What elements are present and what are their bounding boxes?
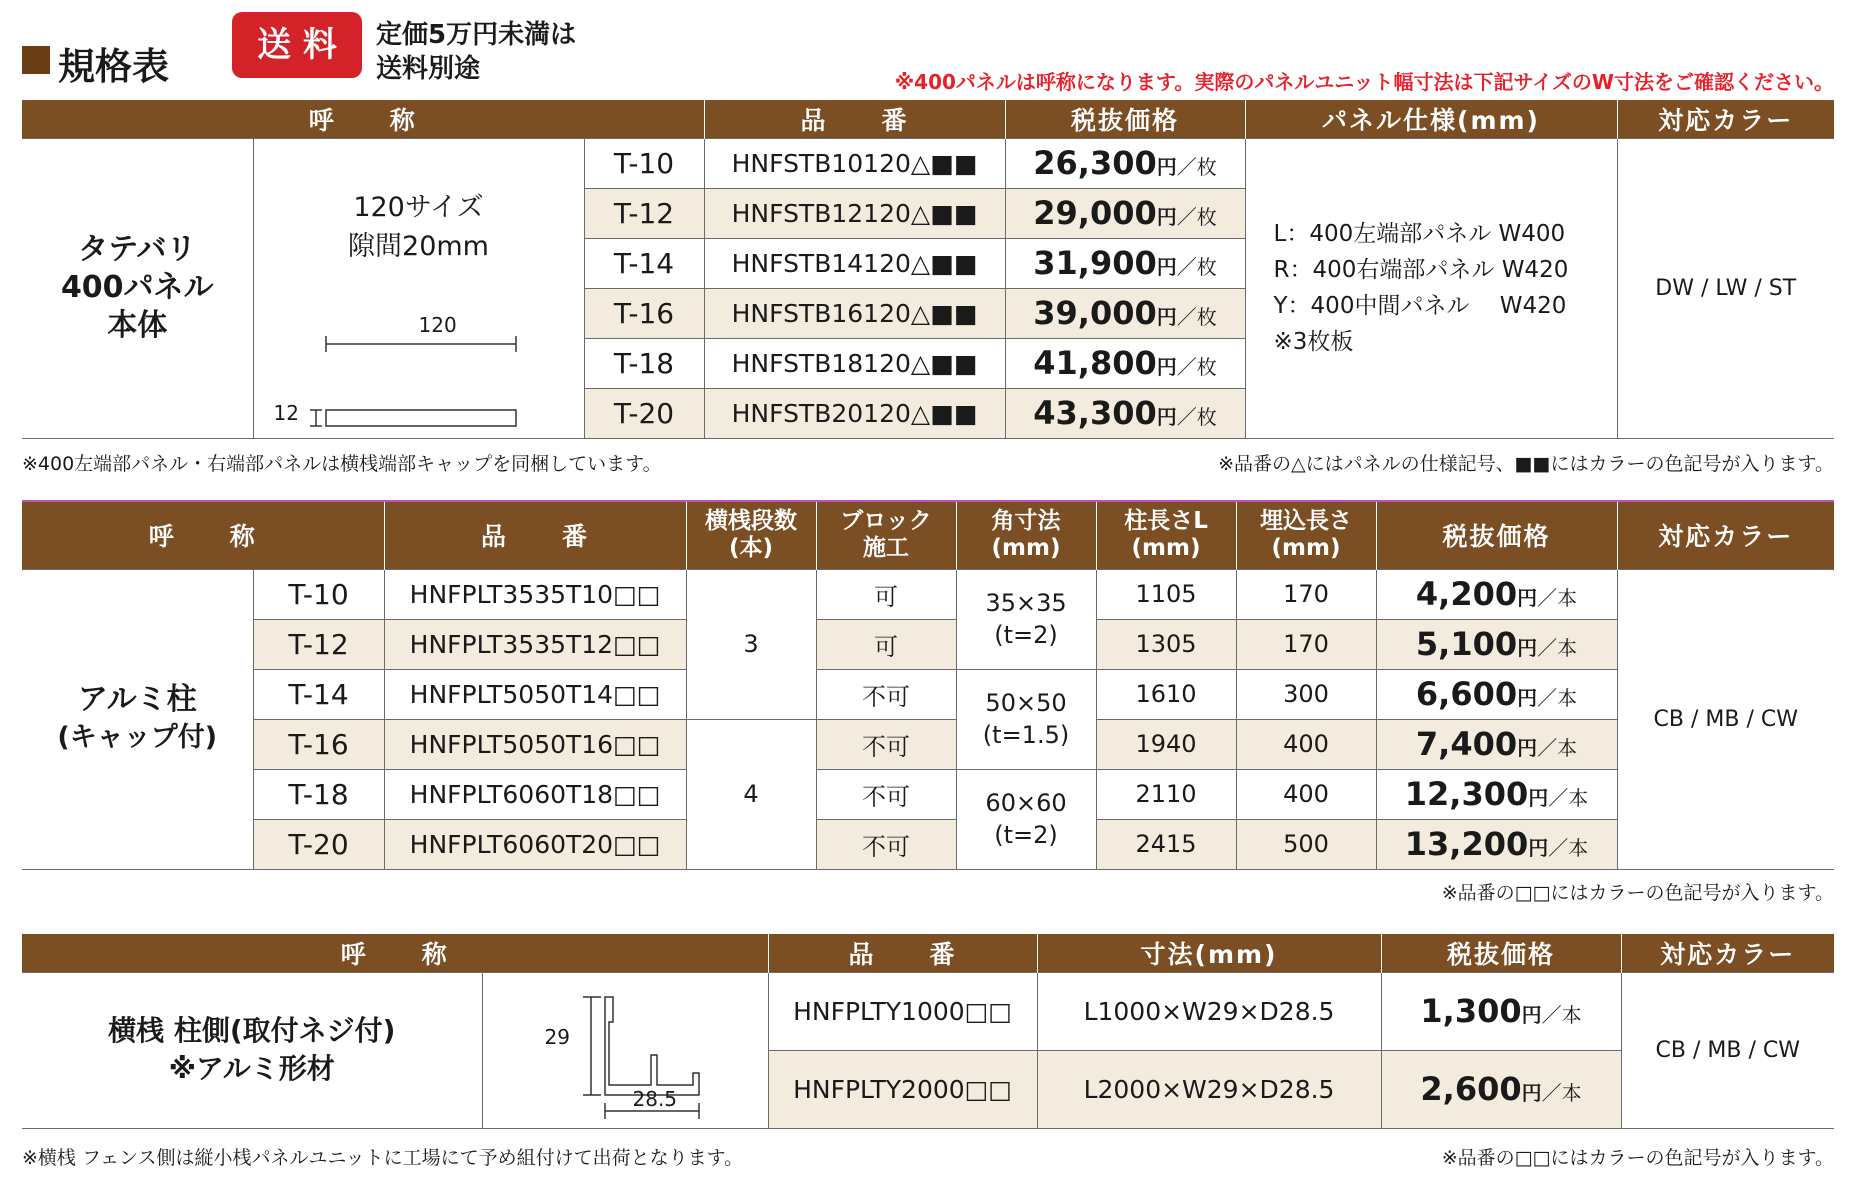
code-t16: HNFPLT5050T16□□ (384, 719, 686, 769)
dim-width-label: 28.5 (632, 1086, 678, 1111)
length-t10: 1105 (1096, 569, 1236, 619)
header-name: 呼 称 (22, 100, 704, 138)
header-color: 対応カラー (1617, 501, 1834, 569)
table3-note-right: ※品番の□□にはカラーの色記号が入ります。 (1441, 1147, 1834, 1169)
product-name-line: タテバリ (78, 232, 197, 267)
price-t12: 29,000円／枚 (1005, 188, 1245, 238)
header-rails: 横桟段数 (本) (686, 501, 816, 569)
price-t16: 39,000円／枚 (1005, 288, 1245, 338)
title-square-icon (22, 46, 50, 74)
size-y2000: L2000×W29×D28.5 (1037, 1050, 1381, 1128)
panel-size-notice: ※400パネルは呼称になります。実際のパネルユニット幅寸法は下記サイズのW寸法をご確認ください。 (894, 70, 1834, 94)
size-t18: T-18 (253, 769, 384, 819)
product-name-line: 400パネル (60, 270, 214, 305)
block-t20: 不可 (816, 819, 956, 869)
panel-diagram-cell (253, 138, 584, 438)
panel-cross-section-diagram (264, 314, 564, 434)
price-t20: 13,200円／本 (1376, 819, 1617, 869)
code-t10: HNFPLT3535T10□□ (384, 569, 686, 619)
dim-height-label: 12 (273, 400, 299, 425)
size-t10: T-10 (253, 569, 384, 619)
code-t14: HNFSTB14120△■■ (704, 238, 1005, 288)
product-name-line: 本体 (107, 308, 168, 343)
price-t12: 5,100円／本 (1376, 619, 1617, 669)
code-y1000: HNFPLTY1000□□ (768, 972, 1037, 1050)
header-size: 寸法(mm) (1037, 934, 1381, 972)
code-t18: HNFSTB18120△■■ (704, 338, 1005, 388)
color-cell: DW / LW / ST (1617, 138, 1834, 438)
code-t14: HNFPLT5050T14□□ (384, 669, 686, 719)
product-name-line: (キャップ付) (57, 722, 218, 753)
header-block: ブロック 施工 (816, 501, 956, 569)
header-length: 柱長さL (mm) (1096, 501, 1236, 569)
size-50: 50×50 (t=1.5) (956, 669, 1096, 769)
price-t18: 12,300円／本 (1376, 769, 1617, 819)
table2-note-right: ※品番の□□にはカラーの色記号が入ります。 (1441, 882, 1834, 904)
price-y1000: 1,300円／本 (1381, 972, 1621, 1050)
shipping-badge: 送 料 (232, 12, 362, 78)
shipping-note-line1: 定価5万円未満は (376, 20, 577, 50)
product-name-line: ※アルミ形材 (168, 1052, 335, 1085)
panel-section (326, 410, 516, 426)
size-t14: T-14 (253, 669, 384, 719)
dim-height-label: 29 (544, 1024, 570, 1049)
header-name: 呼 称 (22, 501, 384, 569)
color-cell: CB / MB / CW (1617, 569, 1834, 869)
header-name: 呼 称 (22, 934, 768, 972)
bury-t20: 500 (1236, 819, 1376, 869)
size-label: 120サイズ (353, 191, 484, 223)
block-t10: 可 (816, 569, 956, 619)
code-t16: HNFSTB16120△■■ (704, 288, 1005, 338)
shipping-note-line2: 送料別途 (376, 54, 481, 84)
price-t18: 41,800円／枚 (1005, 338, 1245, 388)
length-t12: 1305 (1096, 619, 1236, 669)
size-t20: T-20 (584, 388, 704, 438)
price-t10: 26,300円／枚 (1005, 138, 1245, 188)
size-t12: T-12 (584, 188, 704, 238)
code-y2000: HNFPLTY2000□□ (768, 1050, 1037, 1128)
bury-t18: 400 (1236, 769, 1376, 819)
block-t16: 不可 (816, 719, 956, 769)
product-name-line: 横桟 柱側(取付ネジ付) (108, 1014, 396, 1047)
header-code: 品 番 (704, 100, 1005, 138)
size-t12: T-12 (253, 619, 384, 669)
block-t14: 不可 (816, 669, 956, 719)
spec-line: R：400右端部パネル W420 (1273, 257, 1569, 283)
code-t10: HNFSTB10120△■■ (704, 138, 1005, 188)
rail-cross-section-diagram (483, 977, 769, 1127)
rail-diagram-cell (482, 972, 768, 1128)
header-price: 税抜価格 (1381, 934, 1621, 972)
bury-t10: 170 (1236, 569, 1376, 619)
length-t14: 1610 (1096, 669, 1236, 719)
spec-line: ※3枚板 (1273, 329, 1354, 355)
product-name-cell (22, 569, 253, 869)
size-t20: T-20 (253, 819, 384, 869)
length-t16: 1940 (1096, 719, 1236, 769)
price-t10: 4,200円／本 (1376, 569, 1617, 619)
header-code: 品 番 (768, 934, 1037, 972)
color-cell: CB / MB / CW (1621, 972, 1834, 1128)
table3-note-left: ※横桟 フェンス側は縦小桟パネルユニットに工場にて予め組付けて出荷となります。 (22, 1147, 744, 1169)
header-size: 角寸法 (mm) (956, 501, 1096, 569)
rails-cell: 3 (686, 569, 816, 719)
rail-profile (605, 997, 699, 1095)
size-35: 35×35 (t=2) (956, 569, 1096, 669)
price-t20: 43,300円／枚 (1005, 388, 1245, 438)
post-spec-table (22, 500, 1834, 870)
table1-note-right: ※品番の△にはパネルの仕様記号、■■にはカラーの色記号が入ります。 (1218, 453, 1834, 475)
spec-line: L：400左端部パネル W400 (1273, 221, 1566, 247)
header-color: 対応カラー (1617, 100, 1834, 138)
header-panel-spec: パネル仕様(mm) (1245, 100, 1617, 138)
rails-cell: 4 (686, 719, 816, 869)
size-t16: T-16 (584, 288, 704, 338)
product-name-cell (22, 138, 253, 438)
header-bury: 埋込長さ (mm) (1236, 501, 1376, 569)
bury-t14: 300 (1236, 669, 1376, 719)
dim-width-label: 120 (418, 312, 457, 337)
price-t14: 31,900円／枚 (1005, 238, 1245, 288)
price-t16: 7,400円／本 (1376, 719, 1617, 769)
block-t12: 可 (816, 619, 956, 669)
product-name-line: アルミ柱 (77, 682, 197, 717)
gap-label: 隙間20mm (348, 230, 489, 262)
product-name-cell (22, 972, 482, 1128)
header-color: 対応カラー (1621, 934, 1834, 972)
size-60: 60×60 (t=2) (956, 769, 1096, 869)
page-title: 規格表 (58, 45, 169, 88)
spec-line: Y：400中間パネル W420 (1273, 293, 1567, 319)
size-t10: T-10 (584, 138, 704, 188)
code-t20: HNFPLT6060T20□□ (384, 819, 686, 869)
rail-spec-table (22, 934, 1834, 1129)
size-y1000: L1000×W29×D28.5 (1037, 972, 1381, 1050)
block-t18: 不可 (816, 769, 956, 819)
header-price: 税抜価格 (1005, 100, 1245, 138)
code-t12: HNFSTB12120△■■ (704, 188, 1005, 238)
panel-spec-table (22, 100, 1834, 439)
size-t18: T-18 (584, 338, 704, 388)
header-code: 品 番 (384, 501, 686, 569)
code-t20: HNFSTB20120△■■ (704, 388, 1005, 438)
length-t20: 2415 (1096, 819, 1236, 869)
table1-note-left: ※400左端部パネル・右端部パネルは横桟端部キャップを同梱しています。 (22, 453, 662, 475)
code-t12: HNFPLT3535T12□□ (384, 619, 686, 669)
bury-t12: 170 (1236, 619, 1376, 669)
price-t14: 6,600円／本 (1376, 669, 1617, 719)
bury-t16: 400 (1236, 719, 1376, 769)
size-t16: T-16 (253, 719, 384, 769)
price-y2000: 2,600円／本 (1381, 1050, 1621, 1128)
size-t14: T-14 (584, 238, 704, 288)
header-price: 税抜価格 (1376, 501, 1617, 569)
length-t18: 2110 (1096, 769, 1236, 819)
code-t18: HNFPLT6060T18□□ (384, 769, 686, 819)
panel-spec-cell (1245, 138, 1617, 438)
